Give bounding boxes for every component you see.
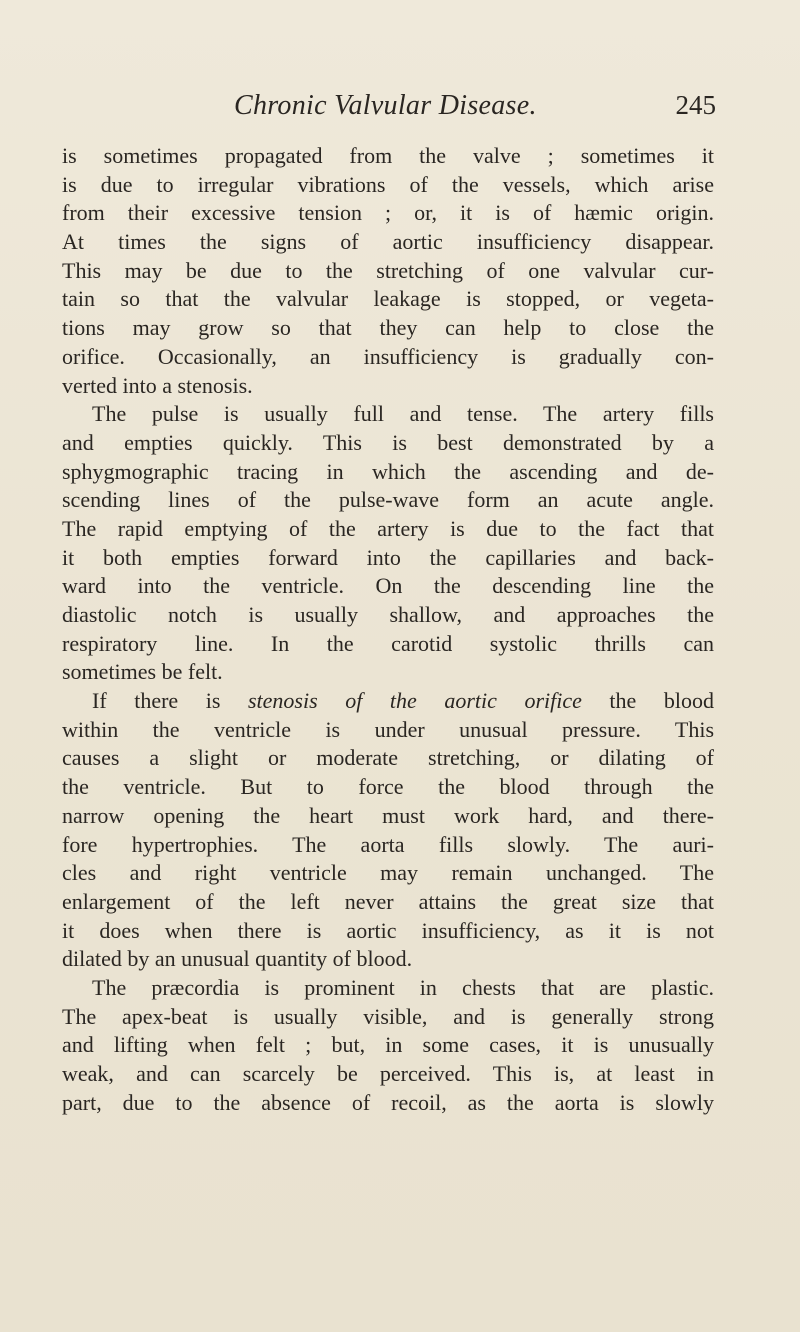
text-line: it does when there is aortic insufficiency, as it is not [62,917,714,943]
text-line: from their excessive tension ; or, it is of hæmic origin. [62,200,714,226]
text-line: sometimes be felt. [62,659,223,685]
text-line: tain so that the valvular leakage is stopped, or vegeta- [62,286,714,312]
text-line: it both empties forward into the capillaries and back- [62,544,714,570]
text-line: This may be due to the stretching of one valvular cur- [62,257,714,283]
text-line: tions may grow so that they can help to close the [62,315,714,341]
text-line: causes a slight or moderate stretching, or dilating of [62,745,714,771]
text-line: diastolic notch is usually shallow, and approaches the [62,602,714,627]
page-number: 245 [675,90,716,120]
text-line: enlargement of the left never attains the great size that [62,888,714,914]
text-line: The præcordia is prominent in chests that are plastic. [92,974,714,1000]
text-line: orifice. Occasionally, an insufficiency is gradually con- [62,343,714,369]
text-line: At times the signs of aortic insufficiency disappear. [62,229,714,255]
running-title: Chronic Valvular Disease. [234,90,537,121]
text-line: verted into a stenosis. [62,372,253,398]
running-head [62,90,716,130]
text-line [62,687,714,716]
body-text [62,142,714,1117]
text-line: is due to irregular vibrations of the vessels, which arise [62,171,714,197]
text-line: is sometimes propagated from the valve ; sometimes it [62,143,714,168]
text-line: The apex-beat is usually visible, and is generally strong [62,1003,714,1029]
text-line: narrow opening the heart must work hard, and there- [62,802,714,828]
text-line: ward into the ventricle. On the descending line the [62,573,714,599]
text-line: The pulse is usually full and tense. The artery fills [92,401,714,427]
text-line: sphygmographic tracing in which the ascending and de- [62,458,714,484]
text-line: The rapid emptying of the artery is due to the fact that [62,515,714,541]
text-line: respiratory line. In the carotid systolic thrills can [62,630,714,656]
text-line: and empties quickly. This is best demonstrated by a [62,429,714,455]
text-line: scending lines of the pulse-wave form an acute angle. [62,487,714,513]
text-line: and lifting when felt ; but, in some cases, it is unusually [62,1032,714,1058]
text-line: dilated by an unusual quantity of blood. [62,946,413,972]
text-line: weak, and can scarcely be perceived. This is, at least in [62,1061,714,1086]
text-line: fore hypertrophies. The aorta fills slowly. The auri- [62,831,714,857]
text-line: cles and right ventricle may remain unchanged. The [62,860,714,886]
text-line: part, due to the absence of recoil, as the aorta is slowly [62,1089,714,1115]
italic-term: stenosis of the aortic orifice [247,688,582,714]
text-line: the ventricle. But to force the blood through the [62,774,714,800]
text-line: within the ventricle is under unusual pressure. This [62,716,714,742]
text-fragment: the blood [581,688,714,714]
text-fragment: If there is [92,688,248,714]
